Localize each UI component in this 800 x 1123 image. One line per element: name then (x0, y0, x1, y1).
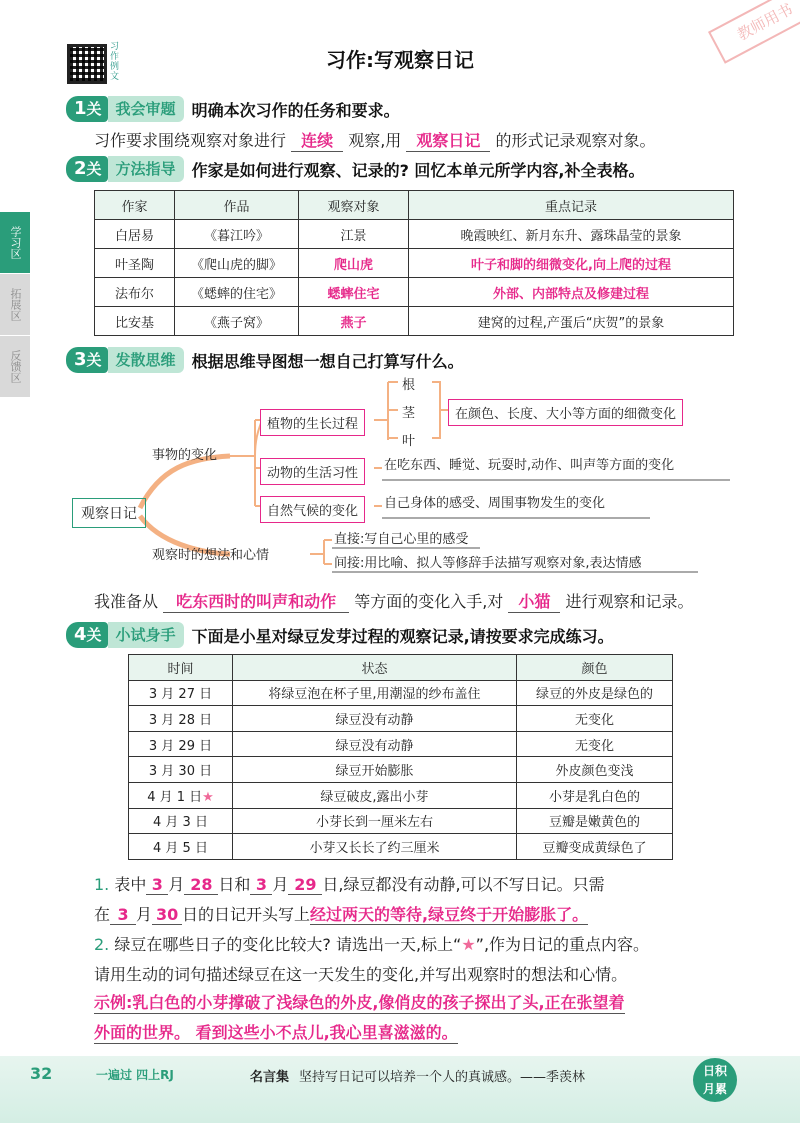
tab-study[interactable]: 学习区 (0, 212, 30, 274)
observation-table (128, 654, 673, 860)
node-leaf: 叶 (402, 434, 416, 449)
node-nature-detail: 自己身体的感受、周围事物发生的变化 (384, 496, 606, 511)
tab-feedback[interactable]: 反馈区 (0, 336, 30, 398)
section-badge: 3关 (66, 347, 108, 373)
qr-label: 习作例文 (110, 42, 120, 82)
answer-line-1: 示例:乳白色的小芽撑破了浅绿色的外皮,像俏皮的孩子探出了头,正在张望着 (94, 990, 625, 1014)
teacher-stamp: 教师用书 (708, 0, 800, 64)
node-plant: 植物的生长过程 (260, 409, 365, 436)
section-1-header (66, 96, 400, 122)
branch-changes: 事物的变化 (152, 448, 218, 463)
answer-blank: 小猫 (508, 589, 560, 613)
brand: 一遍过 四上RJ (96, 1068, 174, 1082)
author-table (94, 190, 734, 336)
table-row: 叶圣陶 《爬山虎的脚》 爬山虎 叶子和脚的细微变化,向上爬的过程 (95, 249, 734, 278)
section-4-header (66, 622, 614, 648)
section-title: 发散思维 (108, 347, 184, 373)
answer-blank: 吃东西时的叫声和动作 (163, 589, 349, 613)
page-title: 习作:写观察日记 (326, 48, 474, 72)
node-animal: 动物的生活习性 (260, 458, 365, 485)
table-header-row: 作家 作品 观察对象 重点记录 (95, 191, 734, 220)
star-icon: ★ (202, 789, 214, 805)
section-desc: 作家是如何进行观察、记录的? 回忆本单元所学内容,补全表格。 (191, 160, 645, 180)
node-indirect: 间接:用比喻、拟人等修辞手法描写观察对象,表达情感 (334, 556, 642, 571)
node-direct: 直接:写自己心里的感受 (334, 532, 469, 547)
question-1-line-2: 在 3 月 30 日的日记开头写上经过两天的等待,绿豆终于开始膨胀了。 (94, 905, 589, 924)
daily-badge: 日积 月累 (693, 1058, 737, 1102)
sec1-sentence: 习作要求围绕观察对象进行 连续 观察,用 观察日记 的形式记录观察对象。 (94, 128, 656, 152)
answer-line-2: 外面的世界。 看到这些小不点儿,我心里喜滋滋的。 (94, 1020, 458, 1044)
table-row: 4 月 3 日 小芽长到一厘米左右 豆瓣是嫩黄色的 (129, 808, 673, 834)
answer-blank: 连续 (291, 128, 343, 152)
star-icon: ★ (461, 935, 476, 954)
node-animal-detail: 在吃东西、睡觉、玩耍时,动作、叫声等方面的变化 (384, 458, 675, 473)
question-1-line-1: 1. 表中 3 月 28 日和 3 月 29 日,绿豆都没有动静,可以不写日记。只需 (94, 875, 605, 894)
section-title: 小试身手 (108, 622, 184, 648)
side-tabs (0, 212, 30, 398)
question-2-line-2: 请用生动的词句描述绿豆在这一天发生的变化,并写出观察时的想法和心情。 (94, 965, 628, 984)
node-nature: 自然气候的变化 (260, 496, 365, 523)
sec3-sentence: 我准备从 吃东西时的叫声和动作 等方面的变化入手,对 小猫 进行观察和记录。 (94, 589, 694, 613)
table-row: 4 月 5 日 小芽又长长了约三厘米 豆瓣变成黄绿色了 (129, 834, 673, 860)
section-badge: 2关 (66, 156, 108, 182)
section-desc: 下面是小星对绿豆发芽过程的观察记录,请按要求完成练习。 (191, 626, 614, 646)
table-row: 4 月 1 日★ 绿豆破皮,露出小芽 小芽是乳白色的 (129, 782, 673, 808)
section-desc: 根据思维导图想一想自己打算写什么。 (191, 351, 464, 371)
node-stem: 茎 (402, 406, 416, 421)
table-row: 3 月 29 日 绿豆没有动静 无变化 (129, 731, 673, 757)
table-row: 比安基 《燕子窝》 燕子 建窝的过程,产蛋后“庆贺”的景象 (95, 307, 734, 336)
section-desc: 明确本次习作的任务和要求。 (191, 100, 400, 120)
table-row: 3 月 28 日 绿豆没有动静 无变化 (129, 706, 673, 732)
node-root: 根 (402, 378, 416, 393)
table-row: 3 月 27 日 将绿豆泡在杯子里,用潮湿的纱布盖住 绿豆的外皮是绿色的 (129, 680, 673, 706)
section-title: 方法指导 (108, 156, 184, 182)
quote: 名言集 坚持写日记可以培养一个人的真诚感。——季羡林 (250, 1070, 586, 1085)
table-row: 白居易 《暮江吟》 江景 晚霞映红、新月东升、露珠晶莹的景象 (95, 220, 734, 249)
table-header-row: 时间 状态 颜色 (129, 655, 673, 681)
branch-feelings: 观察时的想法和心情 (152, 548, 270, 563)
tab-extend[interactable]: 拓展区 (0, 274, 30, 336)
section-2-header (66, 156, 645, 182)
section-title: 我会审题 (108, 96, 184, 122)
mind-root: 观察日记 (72, 498, 146, 528)
answer-text: 经过两天的等待,绿豆终于开始膨胀了。 (310, 905, 589, 924)
node-plant-detail: 在颜色、长度、大小等方面的细微变化 (448, 399, 683, 426)
answer-blank: 观察日记 (406, 128, 490, 152)
section-badge: 4关 (66, 622, 108, 648)
section-badge: 1关 (66, 96, 108, 122)
mind-map (70, 368, 750, 578)
table-row: 3 月 30 日 绿豆开始膨胀 外皮颜色变浅 (129, 757, 673, 783)
question-2-line-1: 2. 绿豆在哪些日子的变化比较大? 请选出一天,标上“★”,作为日记的重点内容。 (94, 935, 650, 954)
table-row: 法布尔 《蟋蟀的住宅》 蟋蟀住宅 外部、内部特点及修建过程 (95, 278, 734, 307)
page-number: 32 (30, 1064, 53, 1083)
